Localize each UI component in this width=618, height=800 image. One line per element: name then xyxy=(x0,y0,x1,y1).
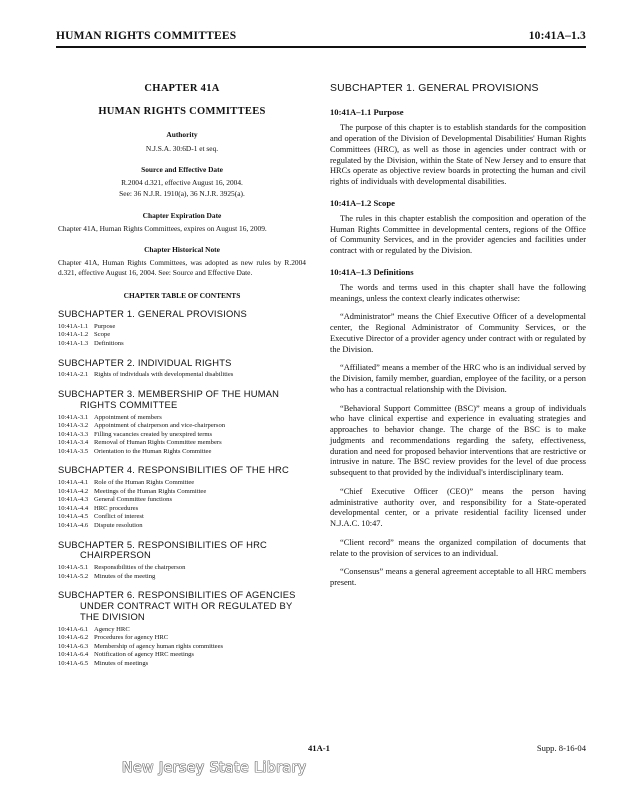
subchapter-heading: SUBCHAPTER 1. GENERAL PROVISIONS xyxy=(330,83,539,94)
toc-entry-number: 10:41A-1.3 xyxy=(58,339,89,347)
definition-paragraph: “Chief Executive Officer (CEO)” means the person having administrative authority over, and responsibility for a State-operated developmental center, or a private residential facility licensed under N.J.A.C. 10:47. xyxy=(330,486,586,529)
history-heading: Chapter Historical Note xyxy=(144,245,220,254)
toc-entry-title: Membership of agency human rights committees xyxy=(94,642,224,650)
toc-entry-title: HRC procedures xyxy=(94,504,139,512)
toc-entry-title: Rights of individuals with developmental disabilities xyxy=(94,371,234,379)
toc-entry-number: 10:41A-6.4 xyxy=(58,651,89,659)
toc-entry-number: 10:41A-6.5 xyxy=(58,659,89,667)
expiration-heading: Chapter Expiration Date xyxy=(142,210,222,220)
toc-entry-number: 10:41A-3.1 xyxy=(58,413,89,421)
toc-entry xyxy=(58,331,306,340)
toc-entry-number: 10:41A-4.2 xyxy=(58,487,89,495)
toc-entry-title: Role of the Human Rights Committee xyxy=(94,479,195,487)
chapter-number: CHAPTER 41A xyxy=(144,83,220,94)
definition-paragraph: “Consensus” means a general agreement acceptable to all HRC members present. xyxy=(330,567,586,588)
toc-entry-number: 10:41A-4.6 xyxy=(58,521,89,529)
toc-entry xyxy=(58,643,306,652)
toc-entry xyxy=(58,439,306,448)
toc-entry-number: 10:41A-5.1 xyxy=(58,564,89,572)
toc-entry-title: Dispute resolution xyxy=(94,521,143,529)
toc-entry-title: Orientation to the Human Rights Committee xyxy=(94,447,212,455)
toc-entry xyxy=(58,448,306,457)
toc-subchapter-title-line: SUBCHAPTER 4. RESPONSIBILITIES OF THE HRC xyxy=(58,464,289,476)
toc-entry-number: 10:41A-3.3 xyxy=(58,430,89,438)
running-header xyxy=(56,30,586,42)
toc-entry xyxy=(58,505,306,514)
toc-subchapter-title xyxy=(58,465,306,476)
toc-entry xyxy=(58,626,306,635)
toc-entry-number: 10:41A-4.1 xyxy=(58,479,89,487)
authority-text: N.J.S.A. 30:6D-1 et seq. xyxy=(145,143,219,153)
toc-entry xyxy=(58,496,306,505)
header-title: HUMAN RIGHTS COMMITTEES xyxy=(56,30,237,42)
page-number: 41A-1 xyxy=(308,743,330,753)
toc-entry-number: 10:41A-6.3 xyxy=(58,642,89,650)
toc-entry-title: Filling vacancies created by unexpired terms xyxy=(94,430,213,438)
toc-entry-title: Removal of Human Rights Committee members xyxy=(94,439,222,447)
toc-heading: CHAPTER TABLE OF CONTENTS xyxy=(123,290,241,300)
supplement-date: Supp. 8-16-04 xyxy=(536,743,586,753)
toc-entry-title: Minutes of the meeting xyxy=(94,572,156,580)
toc-entry-title: Purpose xyxy=(94,322,116,330)
toc-subchapter-title xyxy=(58,309,306,320)
toc-entry-title: Scope xyxy=(94,331,111,339)
definitions-list xyxy=(330,312,586,589)
toc-entry-number: 10:41A-3.4 xyxy=(58,439,89,447)
toc-entry xyxy=(58,573,306,582)
toc-entry xyxy=(58,371,306,380)
toc-entry xyxy=(58,634,306,643)
toc-entry-title: Minutes of meetings xyxy=(94,659,149,667)
toc-entry-title: Agency HRC xyxy=(94,625,130,633)
definitions-intro: The words and terms used in this chapter shall have the following meanings, unless the context clearly indicates otherwise: xyxy=(330,282,586,303)
toc-subchapter-title xyxy=(58,389,306,411)
toc-entry-number: 10:41A-1.2 xyxy=(58,331,89,339)
toc-entry-number: 10:41A-4.5 xyxy=(58,513,89,521)
toc-entry xyxy=(58,513,306,522)
left-column xyxy=(58,82,306,669)
toc-entry-title: Conflict of interest xyxy=(94,513,144,521)
toc-subchapter-title-line: SUBCHAPTER 5. RESPONSIBILITIES OF HRC xyxy=(58,538,268,550)
toc-entry-number: 10:41A-4.4 xyxy=(58,504,89,512)
source-line-1: R.2004 d.321, effective August 16, 2004. xyxy=(121,178,243,187)
toc-entry xyxy=(58,431,306,440)
definition-paragraph: “Behavioral Support Committee (BSC)” means a group of individuals who have clinical expertise and experience in evaluating strategies and approaches to behavior change. The charge of the BSC is to make judgments and recommendations regarding the safety, effectiveness, duration and need for proposed behavior interventions that are restrictive or intrusive in nature. The BSC review provides for the level of due process subsequent to that provided by the individual's interdisciplinary team. xyxy=(330,403,586,478)
definition-paragraph: “Affiliated” means a member of the HRC who is an individual served by the Division, family member, guardian, employee of the facility, or a person who has a contractual relationship with the Division. xyxy=(330,363,586,394)
header-section-number: 10:41A–1.3 xyxy=(528,30,586,42)
table-of-contents xyxy=(58,309,306,669)
toc-entry-number: 10:41A-4.3 xyxy=(58,496,89,504)
toc-subchapter-title-continued: CHAIRPERSON xyxy=(80,549,151,561)
toc-entry xyxy=(58,651,306,660)
toc-entry xyxy=(58,660,306,669)
toc-entry-number: 10:41A-6.2 xyxy=(58,634,89,642)
toc-entry-title: Responsibilities of the chairperson xyxy=(94,564,186,572)
library-stamp: New Jersey State Library xyxy=(122,760,307,776)
toc-entry-title: Meetings of the Human Rights Committee xyxy=(94,487,207,495)
toc-entry-title: Appointment of chairperson and vice-chairperson xyxy=(94,422,226,430)
definition-paragraph: “Client record” means the organized compilation of documents that relate to the provision of services to an individual. xyxy=(330,537,586,558)
toc-entry-number: 10:41A-1.1 xyxy=(58,322,89,330)
toc-subchapter-title xyxy=(58,358,306,369)
toc-entry xyxy=(58,323,306,332)
expiration-text: Chapter 41A, Human Rights Committees, expires on August 16, 2009. xyxy=(58,223,267,233)
authority-heading: Authority xyxy=(166,130,198,140)
definition-paragraph: “Administrator” means the Chief Executive Officer of a developmental center, the Regional Administrator of Community Services, or the Executive Director of a provider agency under contract with or regulated by the Division. xyxy=(330,312,586,354)
toc-entry-number: 10:41A-3.5 xyxy=(58,447,89,455)
toc-subchapter-title-line: SUBCHAPTER 1. GENERAL PROVISIONS xyxy=(58,308,247,319)
toc-entry-title: Definitions xyxy=(94,339,124,347)
source-heading: Source and Effective Date xyxy=(141,164,223,174)
toc-entry xyxy=(58,422,306,431)
source-line-2: See: 36 N.J.R. 1910(a), 36 N.J.R. 3925(a). xyxy=(119,189,245,199)
toc-subchapter-title-line: SUBCHAPTER 2. INDIVIDUAL RIGHTS xyxy=(58,356,232,368)
chapter-title: HUMAN RIGHTS COMMITTEES xyxy=(98,106,266,118)
toc-entry-number: 10:41A-2.1 xyxy=(58,371,89,379)
toc-entry xyxy=(58,488,306,497)
right-column xyxy=(330,82,586,597)
toc-entry xyxy=(58,479,306,488)
toc-entry-number: 10:41A-6.1 xyxy=(58,625,89,633)
toc-entry-title: Appointment of members xyxy=(94,413,162,421)
toc-entry xyxy=(58,564,306,573)
toc-subchapter-title xyxy=(58,540,306,562)
section-heading-purpose: 10:41A–1.1 Purpose xyxy=(330,107,404,118)
toc-entry-title: Notification of agency HRC meetings xyxy=(94,651,194,659)
toc-subchapter-title-line: SUBCHAPTER 3. MEMBERSHIP OF THE HUMAN xyxy=(58,387,280,399)
toc-subchapter-title-continued: UNDER CONTRACT WITH OR REGULATED BY THE DIVISION xyxy=(80,600,293,622)
toc-subchapter-title xyxy=(58,590,306,622)
section-heading-scope: 10:41A–1.2 Scope xyxy=(330,197,395,208)
section-text-scope: The rules in this chapter establish the composition and operation of the Human Rights Committee in developmental centers, regions of the Office of Community Services, and in the provider agencies and facilities under contract with or regulated by the Division. xyxy=(330,213,586,256)
toc-entry xyxy=(58,414,306,423)
section-heading-definitions: 10:41A–1.3 Definitions xyxy=(330,266,414,277)
toc-entry-title: Procedures for agency HRC xyxy=(94,634,169,642)
toc-entry xyxy=(58,340,306,349)
toc-entry-number: 10:41A-5.2 xyxy=(58,572,89,580)
toc-entry-title: General Committee functions xyxy=(94,496,173,504)
header-rule xyxy=(56,46,586,48)
toc-entry xyxy=(58,522,306,531)
history-text: Chapter 41A, Human Rights Committees, was adopted as new rules by R.2004 d.321, effective August 16, 2004. See: Source and Effective Date. xyxy=(58,258,306,277)
section-text-purpose: The purpose of this chapter is to establish standards for the composition and operation of the Division of Developmental Disabilities' Human Rights Committees (HRC), as well as those in agencies under contract with or regulated by the Division, within the State of New Jersey and to ensure that HRCs operate as objective review boards in protecting the human and civil rights of individuals with developmental disabilities. xyxy=(330,123,586,187)
toc-entry-number: 10:41A-3.2 xyxy=(58,422,89,430)
toc-subchapter-title-line: SUBCHAPTER 6. RESPONSIBILITIES OF AGENCIES xyxy=(58,589,296,601)
toc-subchapter-title-continued: RIGHTS COMMITTEE xyxy=(80,398,178,410)
